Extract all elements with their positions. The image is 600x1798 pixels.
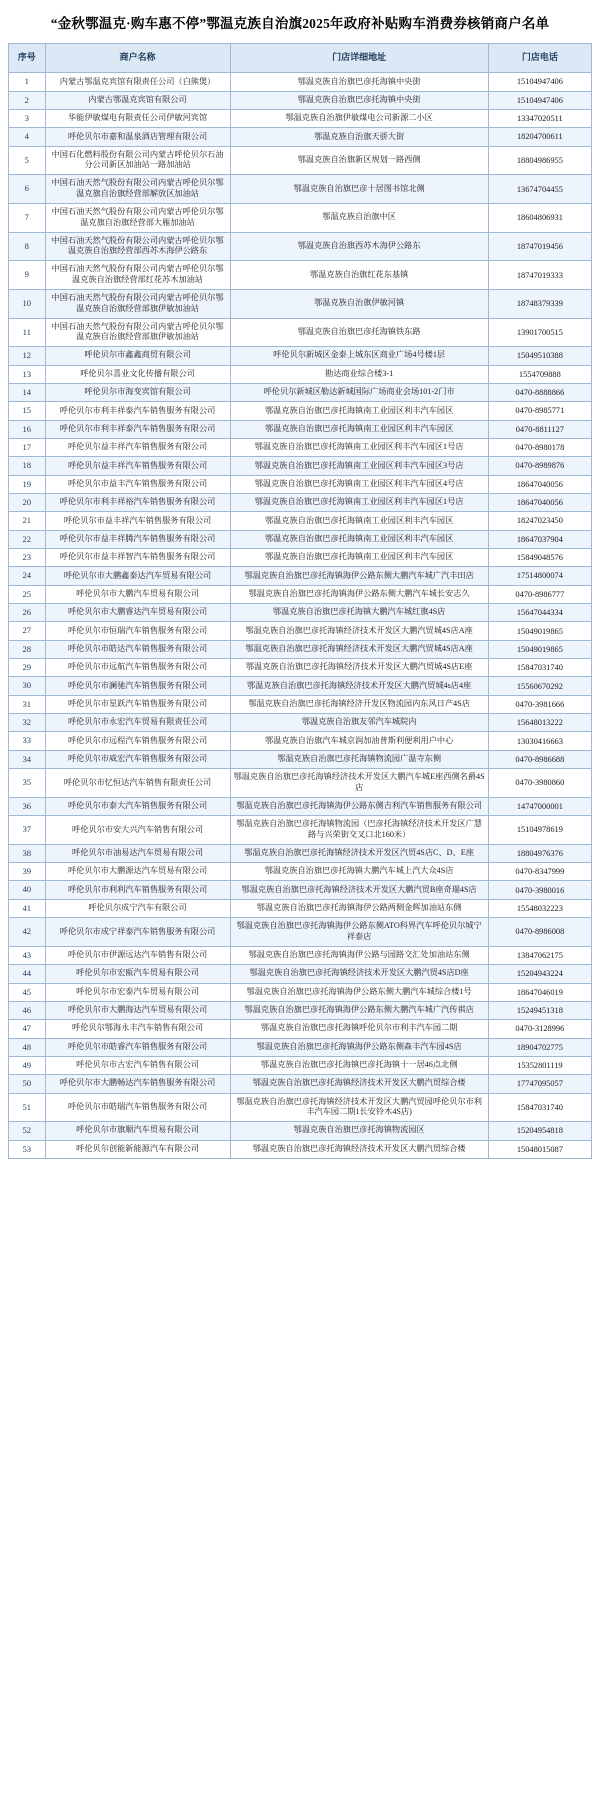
merchant-phone: 17514800074: [488, 567, 591, 585]
row-index: 52: [9, 1122, 46, 1140]
row-index: 10: [9, 289, 46, 318]
merchant-name: 中国石油天然气股份有限公司内蒙古呼伦贝尔鄂温克旗自治旗经营部大雁加油站: [45, 203, 230, 232]
row-index: 12: [9, 347, 46, 365]
merchant-address: 鄂温克族自治旗天骄大街: [230, 128, 488, 146]
table-body: [9, 73, 592, 1159]
merchant-address: 鄂温克族自治旗巴彦托海镇南工业园区利丰汽车园区: [230, 530, 488, 548]
merchant-name: 内蒙古鄂温克宾馆有限责任公司（白熊煲）: [45, 73, 230, 91]
merchant-name: 呼伦贝尔市鑫鑫商贸有限公司: [45, 347, 230, 365]
merchant-phone: 13674704455: [488, 175, 591, 204]
merchant-phone: 13030416663: [488, 732, 591, 750]
table-row: [9, 438, 592, 456]
merchant-name: 呼伦贝尔益丰祥汽车销售服务有限公司: [45, 457, 230, 475]
merchant-address: 鄂温克族自治旗巴彦托海镇经济技术开发区大鹏汽贸城4S店A座: [230, 640, 488, 658]
table-row: [9, 383, 592, 401]
row-index: 23: [9, 549, 46, 567]
merchant-phone: 0470-8347999: [488, 863, 591, 881]
row-index: 17: [9, 438, 46, 456]
merchant-address: 鄂温克族自治旗巴彦托海镇大鹏汽车城红旗4S店: [230, 604, 488, 622]
merchant-name: 呼伦贝尔市宏瓯汽车贸易有限公司: [45, 965, 230, 983]
table-row: [9, 365, 592, 383]
table-row: [9, 128, 592, 146]
merchant-phone: 15049510388: [488, 347, 591, 365]
merchant-phone: 18748379339: [488, 289, 591, 318]
table-row: [9, 146, 592, 175]
table-row: [9, 797, 592, 815]
merchant-phone: 0470-3980016: [488, 881, 591, 899]
merchant-address: 鄂温克族自治旗巴彦托海镇南工业园区利丰汽车园区: [230, 402, 488, 420]
merchant-name: 呼伦贝尔市威宏汽车销售服务有限公司: [45, 750, 230, 768]
merchant-address: 鄂温克族自治旗巴彦托海镇经济技术开发区大鹏汽贸综合楼: [230, 1140, 488, 1158]
merchant-name: 呼伦贝尔市星跃汽车销售服务有限公司: [45, 695, 230, 713]
merchant-address: 鄂温克族自治旗巴彦托海镇南工业园区利丰汽车园区4号店: [230, 475, 488, 493]
column-header-address: 门店详细地址: [230, 44, 488, 73]
merchant-phone: 15104947406: [488, 73, 591, 91]
merchant-address: 鄂温克族自治旗巴彦托海镇经济技术开发区汽贸4S店C、D、E座: [230, 844, 488, 862]
table-row: [9, 109, 592, 127]
merchant-name: 呼伦贝尔创能新能源汽车有限公司: [45, 1140, 230, 1158]
merchant-address: 鄂温克族自治旗巴彦十居图书馆北侧: [230, 175, 488, 204]
merchant-phone: 0470-3980860: [488, 769, 591, 798]
merchant-name: 呼伦贝尔市嘉和温泉酒店管理有限公司: [45, 128, 230, 146]
row-index: 6: [9, 175, 46, 204]
row-index: 28: [9, 640, 46, 658]
table-row: [9, 402, 592, 420]
table-row: [9, 1020, 592, 1038]
merchant-phone: 15548032223: [488, 899, 591, 917]
merchant-address: 鄂温克族自治旗红花东基镇: [230, 261, 488, 290]
merchant-address: 鄂温克族自治旗伊敏煤电公司新源二小区: [230, 109, 488, 127]
table-row: [9, 899, 592, 917]
merchant-address: 鄂温克族自治旗巴彦托海镇海伊公路两侧金辉加油站东侧: [230, 899, 488, 917]
merchant-phone: 15048015087: [488, 1140, 591, 1158]
merchant-phone: 15647044334: [488, 604, 591, 622]
merchant-address: 鄂温克族自治旗巴彦托海镇南工业园区利丰汽车园区3号店: [230, 457, 488, 475]
merchant-phone: 13347020511: [488, 109, 591, 127]
column-header-index: 序号: [9, 44, 46, 73]
table-row: [9, 232, 592, 261]
merchant-address: 鄂温克族自治旗西苏木海伊公路东: [230, 232, 488, 261]
row-index: 9: [9, 261, 46, 290]
row-index: 22: [9, 530, 46, 548]
column-header-merchant-name: 商户名称: [45, 44, 230, 73]
merchant-phone: 15049019865: [488, 640, 591, 658]
row-index: 11: [9, 318, 46, 347]
row-index: 44: [9, 965, 46, 983]
merchant-address: 鄂温克族自治旗巴彦托海镇海伊公路东侧吉利汽车销售服务有限公司: [230, 797, 488, 815]
row-index: 21: [9, 512, 46, 530]
merchant-phone: 0470-8986777: [488, 585, 591, 603]
merchant-address: 鄂温克族自治旗巴彦托海镇经济技术开发区大鹏汽贸城4s店4座: [230, 677, 488, 695]
table-row: [9, 622, 592, 640]
table-row: [9, 1075, 592, 1093]
merchant-address: 鄂温克族自治旗巴彦托海镇海伊公路东侧大鹏汽车城综合楼1号: [230, 983, 488, 1001]
row-index: 26: [9, 604, 46, 622]
merchant-name: 呼伦贝尔市益丰汽车销售服务有限公司: [45, 475, 230, 493]
merchant-name: 呼伦贝尔市古宏汽车销售有限公司: [45, 1056, 230, 1074]
merchant-address: 鄂温克族自治旗巴彦托海镇物流园广温寺东侧: [230, 750, 488, 768]
row-index: 5: [9, 146, 46, 175]
row-index: 47: [9, 1020, 46, 1038]
merchant-phone: 0470-8986688: [488, 750, 591, 768]
merchant-name: 呼伦贝尔市安大兴汽车销售有限公司: [45, 816, 230, 845]
merchant-address: 鄂温克族自治旗巴彦托海镇大鹏汽车城上汽大众4S店: [230, 863, 488, 881]
merchant-address: 鄂温克族自治旗巴彦托海镇南工业园区利丰汽车园区: [230, 512, 488, 530]
merchant-phone: 14747000001: [488, 797, 591, 815]
merchant-address: 呼伦贝尔新城区金泰上城东区商业广场4号楼1层: [230, 347, 488, 365]
merchant-address: 鄂温克族自治旗巴彦托海镇经济技术开发区大鹏汽贸B座奇瑞4S店: [230, 881, 488, 899]
merchant-address: 鄂温克族自治旗中区: [230, 203, 488, 232]
merchant-name: 呼伦贝尔市大鹏鑫泰达汽车贸易有限公司: [45, 567, 230, 585]
merchant-name: 呼伦贝尔市旗顺汽车贸易有限公司: [45, 1122, 230, 1140]
merchant-name: 呼伦贝尔益丰祥汽车销售服务有限公司: [45, 438, 230, 456]
merchant-address: 鄂温克族自治旗巴彦托海镇南工业园区利丰汽车园区: [230, 549, 488, 567]
merchant-phone: 18904702775: [488, 1038, 591, 1056]
table-row: [9, 493, 592, 511]
table-row: [9, 659, 592, 677]
row-index: 25: [9, 585, 46, 603]
merchant-phone: 15648013222: [488, 714, 591, 732]
table-row: [9, 203, 592, 232]
table-row: [9, 318, 592, 347]
merchant-phone: 18604806931: [488, 203, 591, 232]
merchant-phone: 15104978619: [488, 816, 591, 845]
merchant-phone: 17747095057: [488, 1075, 591, 1093]
merchant-name: 呼伦贝尔市澜驰汽车销售服务有限公司: [45, 677, 230, 695]
merchant-phone: 18647040056: [488, 475, 591, 493]
row-index: 2: [9, 91, 46, 109]
page-title: “金秋鄂温克·购车惠不停”鄂温克族自治旗2025年政府补贴购车消费券核销商户名单: [50, 16, 550, 31]
row-index: 40: [9, 881, 46, 899]
table-row: [9, 1140, 592, 1158]
merchant-name: 呼伦贝尔市益丰祥汽车销售服务有限公司: [45, 512, 230, 530]
merchant-phone: 15560670292: [488, 677, 591, 695]
row-index: 32: [9, 714, 46, 732]
merchant-phone: 15104947406: [488, 91, 591, 109]
table-header: [9, 44, 592, 73]
merchant-phone: 15352801119: [488, 1056, 591, 1074]
merchant-name: 中国石油天然气股份有限公司内蒙古呼伦贝尔鄂温克旗自治旗经营部解放区加油站: [45, 175, 230, 204]
table-row: [9, 918, 592, 947]
table-row: [9, 983, 592, 1001]
merchant-name: 呼伦贝尔市大鹏汽车贸易有限公司: [45, 585, 230, 603]
merchant-address: 鄂温克族自治旗巴彦托海镇经济开发区物流园内东风日产4S店: [230, 695, 488, 713]
table-row: [9, 604, 592, 622]
merchant-address: 鄂温克族自治旗巴彦托海镇南工业园区利丰汽车园区: [230, 420, 488, 438]
row-index: 36: [9, 797, 46, 815]
merchant-name: 呼伦贝尔市大鹏畅达汽车销售服务有限公司: [45, 1075, 230, 1093]
row-index: 49: [9, 1056, 46, 1074]
table-row: [9, 816, 592, 845]
merchant-phone: 13901700515: [488, 318, 591, 347]
merchant-name: 中国石油天然气股份有限公司内蒙古呼伦贝尔鄂温克族自治旗经营部西苏木海伊公路东: [45, 232, 230, 261]
merchant-address: 鄂温克族自治旗巴彦托海镇巴彦托海镇十一居46点北侧: [230, 1056, 488, 1074]
merchant-phone: 15847031740: [488, 659, 591, 677]
merchant-phone: 0470-8888866: [488, 383, 591, 401]
merchant-phone: 15847031740: [488, 1093, 591, 1122]
row-index: 41: [9, 899, 46, 917]
table-header-row: [9, 44, 592, 73]
table-row: [9, 677, 592, 695]
merchant-table: [8, 43, 592, 1159]
row-index: 18: [9, 457, 46, 475]
merchant-name: 内蒙古鄂温克宾馆有限公司: [45, 91, 230, 109]
merchant-name: 中国石油天然气股份有限公司内蒙古呼伦贝尔鄂温克族自治旗经营部旗伊敏加油站: [45, 289, 230, 318]
merchant-name: 呼伦贝尔市利丰祥泰汽车销售服务有限公司: [45, 402, 230, 420]
row-index: 42: [9, 918, 46, 947]
merchant-name: 呼伦贝尔市大鹏睿达汽车贸易有限公司: [45, 604, 230, 622]
merchant-phone: 0470-8985771: [488, 402, 591, 420]
merchant-phone: 0470-8986008: [488, 918, 591, 947]
merchant-name: 呼伦贝尔市利丰祥裕汽车销售服务有限公司: [45, 493, 230, 511]
merchant-name: 呼伦贝尔市大鹏海达汽车贸易有限公司: [45, 1001, 230, 1019]
table-row: [9, 530, 592, 548]
merchant-phone: 0470-3128996: [488, 1020, 591, 1038]
merchant-name: 呼伦贝尔市利利汽车销售服务有限公司: [45, 881, 230, 899]
merchant-name: 呼伦贝尔市油易达汽车贸易有限公司: [45, 844, 230, 862]
table-row: [9, 175, 592, 204]
table-row: [9, 769, 592, 798]
row-index: 1: [9, 73, 46, 91]
merchant-phone: 0470-8980178: [488, 438, 591, 456]
row-index: 39: [9, 863, 46, 881]
merchant-name: 呼伦贝尔市皓睿汽车销售服务有限公司: [45, 1038, 230, 1056]
table-row: [9, 714, 592, 732]
merchant-phone: 18647040056: [488, 493, 591, 511]
row-index: 15: [9, 402, 46, 420]
merchant-name: 呼伦贝尔市利丰祥泰汽车销售服务有限公司: [45, 420, 230, 438]
row-index: 19: [9, 475, 46, 493]
merchant-address: 鄂温克族自治旗巴彦托海镇物流园（巴彦托海镇经济技术开发区广慧路与兴荣街交叉口北160米）: [230, 816, 488, 845]
merchant-phone: 15249451318: [488, 1001, 591, 1019]
table-row: [9, 844, 592, 862]
row-index: 37: [9, 816, 46, 845]
table-row: [9, 750, 592, 768]
merchant-address: 鄂温克族自治旗巴彦托海镇海伊公路与园路交汇处加油站东侧: [230, 946, 488, 964]
merchant-phone: 0470-8811127: [488, 420, 591, 438]
merchant-address: 鄂温克族自治旗巴彦托海镇中央街: [230, 73, 488, 91]
table-row: [9, 863, 592, 881]
table-row: [9, 1056, 592, 1074]
merchant-name: 中国石油天然气股份有限公司内蒙古呼伦贝尔鄂温克族自治旗经营部红花苏木加油站: [45, 261, 230, 290]
merchant-name: 中国石油天然气股份有限公司内蒙古呼伦贝尔鄂温克族自治旗经营部旗伊敏加油站: [45, 318, 230, 347]
merchant-name: 呼伦贝尔市大鹏源达汽车贸易有限公司: [45, 863, 230, 881]
merchant-address: 鄂温克族自治旗巴彦托海镇海伊公路东侧大鹏汽车城长安志久: [230, 585, 488, 603]
merchant-name: 呼伦贝尔市成宁祥泰汽车销售服务有限公司: [45, 918, 230, 947]
row-index: 46: [9, 1001, 46, 1019]
row-index: 35: [9, 769, 46, 798]
merchant-name: 中国石化燃料股份有限公司内蒙古呼伦贝尔石油分公司新区加油站一路加油站: [45, 146, 230, 175]
merchant-address: 鄂温克族自治旗巴彦托海镇呼伦贝尔市利丰汽车园二期: [230, 1020, 488, 1038]
merchant-name: 呼伦贝尔市宏泰汽车贸易有限公司: [45, 983, 230, 1001]
merchant-phone: 15049019865: [488, 622, 591, 640]
table-row: [9, 289, 592, 318]
merchant-address: 鄂温克族自治旗新区规划一路西侧: [230, 146, 488, 175]
row-index: 24: [9, 567, 46, 585]
row-index: 14: [9, 383, 46, 401]
row-index: 51: [9, 1093, 46, 1122]
table-row: [9, 475, 592, 493]
row-index: 13: [9, 365, 46, 383]
row-index: 8: [9, 232, 46, 261]
table-row: [9, 1038, 592, 1056]
merchant-name: 华能伊敏煤电有限责任公司伊敏河宾馆: [45, 109, 230, 127]
table-row: [9, 512, 592, 530]
merchant-name: 呼伦贝尔市恒瑞汽车销售服务有限公司: [45, 622, 230, 640]
column-header-phone: 门店电话: [488, 44, 591, 73]
row-index: 38: [9, 844, 46, 862]
merchant-address: 鄂温克族自治旗巴彦托海镇南工业园区利丰汽车园区1号店: [230, 493, 488, 511]
table-row: [9, 585, 592, 603]
table-row: [9, 965, 592, 983]
table-row: [9, 457, 592, 475]
merchant-address: 鄂温克族自治旗巴彦托海镇中央街: [230, 91, 488, 109]
merchant-address: 鄂温克族自治旗巴彦托海镇南工业园区利丰汽车园区1号店: [230, 438, 488, 456]
row-index: 30: [9, 677, 46, 695]
merchant-phone: 15204943224: [488, 965, 591, 983]
table-row: [9, 567, 592, 585]
merchant-address: 鄂温克族自治旗巴彦托海镇经济技术开发区大鹏汽贸4S店D座: [230, 965, 488, 983]
merchant-phone: 18747019333: [488, 261, 591, 290]
merchant-name: 呼伦贝尔市益丰祥智汽车销售服务有限公司: [45, 549, 230, 567]
merchant-address: 鄂温克族自治旗巴彦托海镇经济技术开发区大鹏汽贸城4S店A座: [230, 622, 488, 640]
row-index: 16: [9, 420, 46, 438]
merchant-name: 呼伦贝尔喜业文化传播有限公司: [45, 365, 230, 383]
row-index: 53: [9, 1140, 46, 1158]
row-index: 34: [9, 750, 46, 768]
table-row: [9, 91, 592, 109]
row-index: 43: [9, 946, 46, 964]
merchant-phone: 18647046019: [488, 983, 591, 1001]
row-index: 33: [9, 732, 46, 750]
merchant-phone: 18247023450: [488, 512, 591, 530]
merchant-address: 鄂温克族自治旗巴彦托海镇经济技术开发区大鹏汽贸综合楼: [230, 1075, 488, 1093]
merchant-address: 鄂温克族自治旗巴彦托海镇经济技术开发区大鹏汽贸园呼伦贝尔市利丰汽车园二期1长安铃木4S店): [230, 1093, 488, 1122]
merchant-address: 鄂温克族自治旗汽车城京润加油普斯利便利用户中心: [230, 732, 488, 750]
row-index: 31: [9, 695, 46, 713]
merchant-name: 呼伦贝尔市益丰祥腾汽车销售服务有限公司: [45, 530, 230, 548]
merchant-phone: 0470-8989876: [488, 457, 591, 475]
merchant-address: 鄂温克族自治旗友邻汽车城院内: [230, 714, 488, 732]
row-index: 48: [9, 1038, 46, 1056]
table-row: [9, 261, 592, 290]
merchant-address: 鄂温克族自治旗巴彦托海镇铁东路: [230, 318, 488, 347]
merchant-address: 鄂温克族自治旗巴彦托海镇经济技术开发区大鹏汽贸城4S店E座: [230, 659, 488, 677]
merchant-address: 鄂温克族自治旗巴彦托海镇海伊公路东侧森丰汽车园4S店: [230, 1038, 488, 1056]
merchant-name: 呼伦贝尔市伊源远达汽车销售有限公司: [45, 946, 230, 964]
merchant-name: 呼伦贝尔市远航汽车销售服务有限公司: [45, 659, 230, 677]
merchant-address: 鄂温克族自治旗巴彦托海镇海伊公路东侧大鹏汽车城广汽丰田店: [230, 567, 488, 585]
table-row: [9, 881, 592, 899]
row-index: 29: [9, 659, 46, 677]
table-row: [9, 420, 592, 438]
table-row: [9, 1122, 592, 1140]
merchant-address: 勘达商业综合楼3-1: [230, 365, 488, 383]
table-row: [9, 1093, 592, 1122]
table-row: [9, 347, 592, 365]
merchant-phone: 1554709888: [488, 365, 591, 383]
row-index: 3: [9, 109, 46, 127]
row-index: 7: [9, 203, 46, 232]
row-index: 20: [9, 493, 46, 511]
table-row: [9, 732, 592, 750]
row-index: 45: [9, 983, 46, 1001]
merchant-phone: 18747019456: [488, 232, 591, 261]
merchant-name: 呼伦贝尔市忆恒达汽车销售有限责任公司: [45, 769, 230, 798]
merchant-phone: 18647037904: [488, 530, 591, 548]
table-row: [9, 549, 592, 567]
merchant-address: 呼伦贝尔新城区勒达新城国际广场商业会场101-2门市: [230, 383, 488, 401]
table-row: [9, 640, 592, 658]
merchant-phone: 15204954818: [488, 1122, 591, 1140]
row-index: 50: [9, 1075, 46, 1093]
merchant-phone: 18804976376: [488, 844, 591, 862]
merchant-phone: 13847062175: [488, 946, 591, 964]
merchant-address: 鄂温克族自治旗巴彦托海镇物流园区: [230, 1122, 488, 1140]
merchant-phone: 18804986955: [488, 146, 591, 175]
merchant-name: 呼伦贝尔市泰大汽车销售服务有限公司: [45, 797, 230, 815]
merchant-phone: 0470-3981666: [488, 695, 591, 713]
merchant-name: 呼伦贝尔成宁汽车有限公司: [45, 899, 230, 917]
merchant-phone: 18204700611: [488, 128, 591, 146]
merchant-name: 呼伦贝尔市皓达汽车销售服务有限公司: [45, 640, 230, 658]
merchant-name: 呼伦贝尔市永宏汽车贸易有限责任公司: [45, 714, 230, 732]
table-row: [9, 946, 592, 964]
table-row: [9, 1001, 592, 1019]
row-index: 4: [9, 128, 46, 146]
row-index: 27: [9, 622, 46, 640]
merchant-address: 鄂温克族自治旗伊敏河镇: [230, 289, 488, 318]
merchant-phone: 15849048576: [488, 549, 591, 567]
merchant-address: 鄂温克族自治旗巴彦托海镇海伊公路东侧大鹏汽车城广汽传祺店: [230, 1001, 488, 1019]
merchant-name: 呼伦贝尔市皓瑞汽车销售服务有限公司: [45, 1093, 230, 1122]
table-row: [9, 695, 592, 713]
table-row: [9, 73, 592, 91]
merchant-name: 呼伦贝尔市海变宾馆有限公司: [45, 383, 230, 401]
merchant-address: 鄂温克族自治旗巴彦托海镇海伊公路东侧ATO科界汽车呼伦贝尔城宁祥泰店: [230, 918, 488, 947]
merchant-name: 呼伦贝尔市远程汽车销售服务有限公司: [45, 732, 230, 750]
merchant-address: 鄂温克族自治旗巴彦托海镇经济技术开发区大鹏汽车城E座西侧名爵4S店: [230, 769, 488, 798]
merchant-name: 呼伦贝尔鄂海永丰汽车销售有限公司: [45, 1020, 230, 1038]
